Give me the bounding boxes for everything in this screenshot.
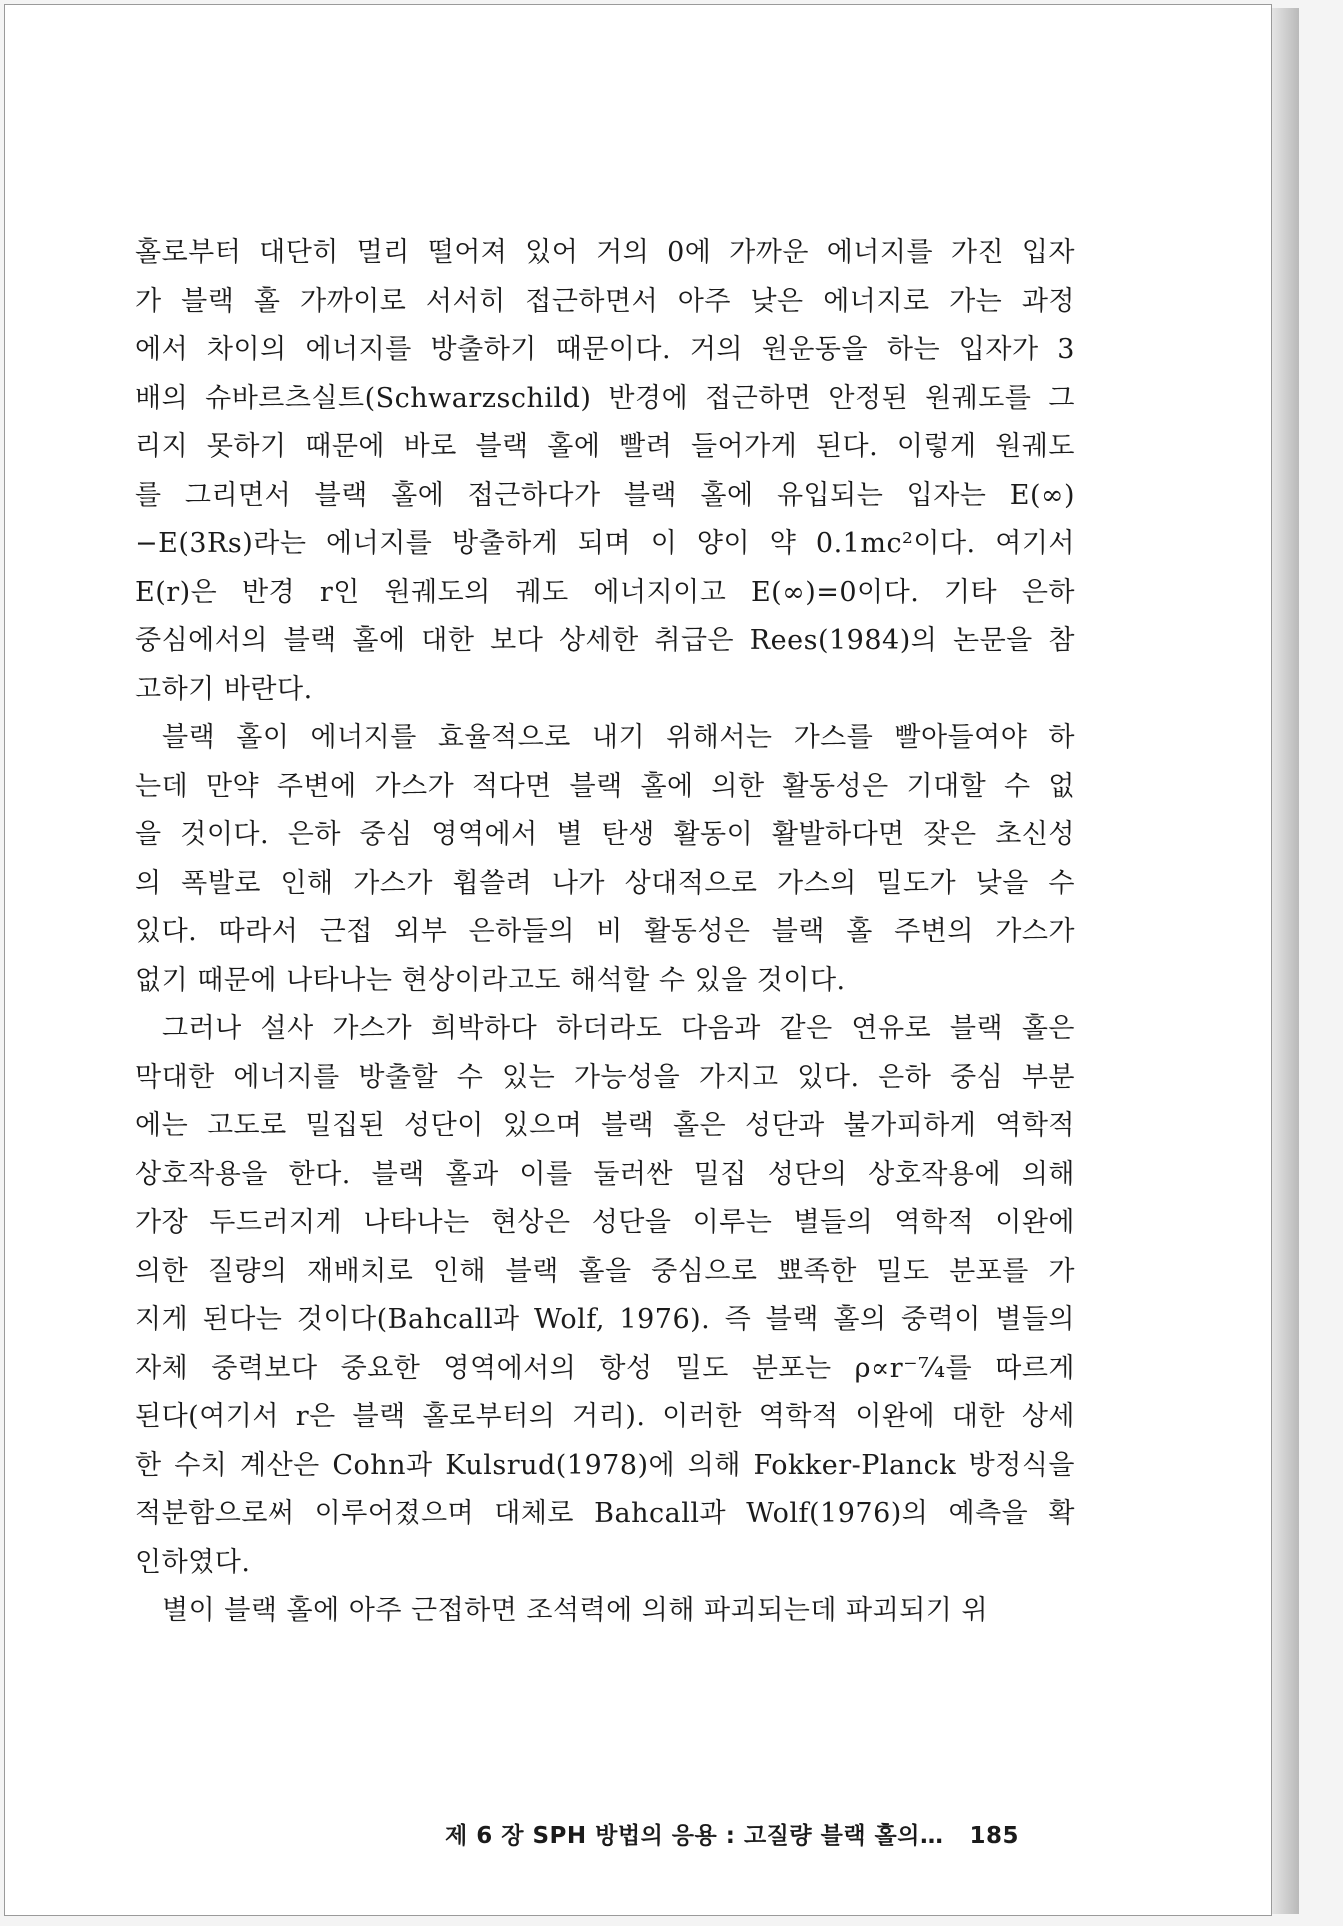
text-line: 있다. 따라서 근접 외부 은하들의 비 활동성은 블랙 홀 주변의 가스가	[135, 916, 1075, 947]
text-line: 한 수치 계산은 Cohn과 Kulsrud(1978)에 의해 Fokker-Planck 방정식을	[135, 1449, 1075, 1481]
text-line: 는데 만약 주변에 가스가 적다면 블랙 홀에 의한 활동성은 기대할 수 없	[135, 770, 1075, 802]
text-line: 중심에서의 블랙 홀에 대한 보다 상세한 취급은 Rees(1984)의 논문을 참	[135, 625, 1075, 656]
text-line: 리지 못하기 때문에 바로 블랙 홀에 빨려 들어가게 된다. 이렇게 원궤도	[135, 431, 1075, 462]
body-text	[135, 229, 1075, 1636]
paragraph	[135, 1587, 1075, 1636]
text-line: 적분함으로써 이루어졌으며 대체로 Bahcall과 Wolf(1976)의 예측을 확	[135, 1498, 1075, 1529]
text-line: 의한 질량의 재배치로 인해 블랙 홀을 중심으로 뾰족한 밀도 분포를 가	[135, 1255, 1075, 1287]
text-line: −E(3Rs)라는 에너지를 방출하게 되며 이 양이 약 0.1mc²이다. 여기서	[135, 528, 1075, 559]
text-line: 고하기 바란다.	[135, 673, 313, 705]
text-line: 상호작용을 한다. 블랙 홀과 이를 둘러싼 밀집 성단의 상호작용에 의해	[135, 1158, 1075, 1190]
text-line: 을 것이다. 은하 중심 영역에서 별 탄생 활동이 활발하다면 잦은 초신성	[135, 819, 1075, 850]
text-line: 막대한 에너지를 방출할 수 있는 가능성을 가지고 있다. 은하 중심 부분	[135, 1061, 1075, 1093]
text-line: E(r)은 반경 r인 원궤도의 궤도 에너지이고 E(∞)=0이다. 기타 은하	[135, 576, 1075, 608]
page-footer	[445, 1817, 1045, 1850]
text-line: 자체 중력보다 중요한 영역에서의 항성 밀도 분포는 ρ∝r⁻⁷⁄₄를 따르게	[135, 1352, 1075, 1384]
text-line: 블랙 홀이 에너지를 효율적으로 내기 위해서는 가스를 빨아들여야 하	[162, 722, 1075, 753]
text-line: 를 그리면서 블랙 홀에 접근하다가 블랙 홀에 유입되는 입자는 E(∞)	[135, 479, 1075, 511]
text-line: 그러나 설사 가스가 희박하다 하더라도 다음과 같은 연유로 블랙 홀은	[162, 1013, 1075, 1044]
text-line: 의 폭발로 인해 가스가 휩쓸려 나가 상대적으로 가스의 밀도가 낮을 수	[135, 867, 1075, 899]
paragraph	[135, 714, 1075, 1005]
page-edge	[1268, 8, 1299, 1914]
book-page	[4, 4, 1272, 1916]
text-line: 배의 슈바르츠실트(Schwarzschild) 반경에 접근하면 안정된 원궤도를 그	[135, 382, 1075, 414]
page-number: 185	[969, 1823, 1020, 1849]
text-line: 별이 블랙 홀에 아주 근접하면 조석력에 의해 파괴되는데 파괴되기 위	[162, 1595, 989, 1626]
text-line: 홀로부터 대단히 멀리 떨어져 있어 거의 0에 가까운 에너지를 가진 입자	[135, 237, 1075, 268]
text-line: 된다(여기서 r은 블랙 홀로부터의 거리). 이러한 역학적 이완에 대한 상세	[135, 1401, 1075, 1432]
text-line: 에는 고도로 밀집된 성단이 있으며 블랙 홀은 성단과 불가피하게 역학적	[135, 1110, 1075, 1141]
text-line: 가 블랙 홀 가까이로 서서히 접근하면서 아주 낮은 에너지로 가는 과정	[135, 285, 1075, 317]
text-line: 없기 때문에 나타나는 현상이라고도 해석할 수 있을 것이다.	[135, 964, 846, 996]
text-line: 에서 차이의 에너지를 방출하기 때문이다. 거의 원운동을 하는 입자가 3	[135, 334, 1075, 365]
running-head: 제 6 장 SPH 방법의 응용 : 고질량 블랙 홀의…	[445, 1823, 944, 1849]
paragraph	[135, 229, 1075, 714]
text-line: 지게 된다는 것이다(Bahcall과 Wolf, 1976). 즉 블랙 홀의 중력이 별들의	[135, 1304, 1075, 1335]
paragraph	[135, 1005, 1075, 1587]
text-line: 가장 두드러지게 나타나는 현상은 성단을 이루는 별들의 역학적 이완에	[135, 1207, 1075, 1238]
text-line: 인하였다.	[135, 1546, 251, 1578]
